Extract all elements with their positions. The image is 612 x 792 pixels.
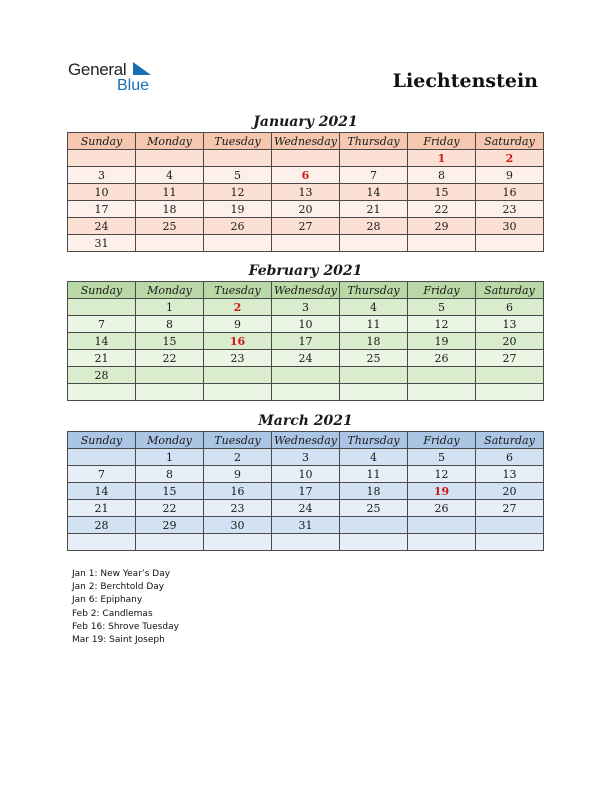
day-cell: 13: [272, 184, 340, 201]
day-cell: 10: [68, 184, 136, 201]
day-cell: [68, 299, 136, 316]
weekday-header: Monday: [136, 133, 204, 150]
week-row: [68, 534, 544, 551]
day-cell: 6: [272, 167, 340, 184]
week-row: [68, 500, 544, 517]
day-cell: [272, 384, 340, 401]
week-row: [68, 235, 544, 252]
day-cell: 17: [272, 483, 340, 500]
day-cell: 23: [204, 350, 272, 367]
day-cell: 22: [136, 500, 204, 517]
day-cell: [68, 150, 136, 167]
month-title: March 2021: [258, 413, 353, 429]
day-cell: 21: [340, 201, 408, 218]
weekday-header: Sunday: [68, 282, 136, 299]
day-cell: [476, 384, 544, 401]
month-february: [67, 261, 544, 401]
calendar-grid: [67, 431, 544, 551]
day-cell: [340, 534, 408, 551]
day-cell: 14: [68, 333, 136, 350]
week-row: [68, 184, 544, 201]
day-cell: 20: [272, 201, 340, 218]
day-cell: 10: [272, 466, 340, 483]
day-cell: [136, 367, 204, 384]
day-cell: 19: [408, 333, 476, 350]
logo: [68, 60, 168, 96]
weekday-header: Tuesday: [204, 133, 272, 150]
day-cell: 8: [408, 167, 476, 184]
day-cell: 15: [136, 483, 204, 500]
weekday-header: Sunday: [68, 133, 136, 150]
day-cell: 26: [408, 350, 476, 367]
day-cell: [204, 384, 272, 401]
day-cell: 8: [136, 316, 204, 333]
day-cell: 22: [136, 350, 204, 367]
weekday-header: Wednesday: [272, 282, 340, 299]
day-cell: [340, 384, 408, 401]
day-cell: 7: [68, 316, 136, 333]
week-row: [68, 449, 544, 466]
day-cell: [204, 367, 272, 384]
day-cell: 1: [136, 449, 204, 466]
day-cell: 13: [476, 466, 544, 483]
day-cell: 21: [68, 500, 136, 517]
holiday-item: Jan 2: Berchtold Day: [72, 582, 165, 593]
day-cell: 27: [476, 350, 544, 367]
week-row: [68, 201, 544, 218]
day-cell: 30: [476, 218, 544, 235]
day-cell: 21: [68, 350, 136, 367]
day-cell: 25: [136, 218, 204, 235]
day-cell: 11: [136, 184, 204, 201]
holiday-item: Feb 2: Candlemas: [72, 608, 153, 619]
weekday-header: Saturday: [476, 282, 544, 299]
day-cell: 26: [204, 218, 272, 235]
day-cell: 28: [340, 218, 408, 235]
day-cell: [136, 384, 204, 401]
day-cell: [68, 449, 136, 466]
weekday-header: Monday: [136, 432, 204, 449]
day-cell: 18: [136, 201, 204, 218]
day-cell: 22: [408, 201, 476, 218]
day-cell: [68, 384, 136, 401]
week-row: [68, 367, 544, 384]
day-cell: [408, 235, 476, 252]
day-cell: 12: [204, 184, 272, 201]
day-cell: 17: [68, 201, 136, 218]
day-cell: [408, 517, 476, 534]
weekday-header-row: [68, 133, 544, 150]
day-cell: 28: [68, 517, 136, 534]
month-title: February 2021: [248, 263, 363, 279]
month-january: [67, 112, 544, 252]
day-cell: 16: [204, 483, 272, 500]
day-cell: 25: [340, 350, 408, 367]
weekday-header: Saturday: [476, 133, 544, 150]
month-march: [67, 411, 544, 551]
month-title: January 2021: [253, 114, 358, 130]
day-cell: 4: [136, 167, 204, 184]
day-cell: [340, 367, 408, 384]
day-cell: 13: [476, 316, 544, 333]
week-row: [68, 150, 544, 167]
weekday-header: Friday: [408, 432, 476, 449]
day-cell: 27: [476, 500, 544, 517]
day-cell: 1: [136, 299, 204, 316]
holiday-item: Jan 1: New Year’s Day: [72, 569, 171, 579]
country-title: Liechtenstein: [392, 70, 538, 92]
day-cell: [476, 235, 544, 252]
day-cell: 26: [408, 500, 476, 517]
day-cell: [136, 150, 204, 167]
day-cell: 27: [272, 218, 340, 235]
day-cell: 29: [408, 218, 476, 235]
day-cell: [272, 150, 340, 167]
day-cell: 7: [68, 466, 136, 483]
day-cell: [204, 150, 272, 167]
weekday-header: Monday: [136, 282, 204, 299]
day-cell: 4: [340, 449, 408, 466]
day-cell: 6: [476, 299, 544, 316]
day-cell: [136, 534, 204, 551]
day-cell: 2: [204, 449, 272, 466]
day-cell: 16: [476, 184, 544, 201]
day-cell: 14: [68, 483, 136, 500]
weekday-header-row: [68, 282, 544, 299]
week-row: [68, 384, 544, 401]
logo-triangle-icon: [133, 62, 153, 76]
day-cell: 15: [408, 184, 476, 201]
day-cell: 14: [340, 184, 408, 201]
day-cell: [272, 367, 340, 384]
day-cell: 9: [476, 167, 544, 184]
holiday-list: [72, 568, 179, 647]
day-cell: [408, 534, 476, 551]
day-cell: 5: [408, 299, 476, 316]
week-row: [68, 167, 544, 184]
day-cell: 3: [272, 449, 340, 466]
holiday-item: Mar 19: Saint Joseph: [72, 635, 165, 646]
weekday-header-row: [68, 432, 544, 449]
day-cell: [476, 517, 544, 534]
weekday-header: Saturday: [476, 432, 544, 449]
day-cell: [272, 235, 340, 252]
weekday-header: Tuesday: [204, 282, 272, 299]
day-cell: [204, 534, 272, 551]
day-cell: 31: [68, 235, 136, 252]
day-cell: 29: [136, 517, 204, 534]
day-cell: 19: [408, 483, 476, 500]
day-cell: 23: [476, 201, 544, 218]
day-cell: [340, 517, 408, 534]
weekday-header: Sunday: [68, 432, 136, 449]
day-cell: [340, 235, 408, 252]
week-row: [68, 316, 544, 333]
day-cell: 3: [272, 299, 340, 316]
week-row: [68, 333, 544, 350]
weekday-header: Wednesday: [272, 133, 340, 150]
weekday-header: Tuesday: [204, 432, 272, 449]
holiday-item: Feb 16: Shrove Tuesday: [72, 621, 179, 632]
day-cell: [204, 235, 272, 252]
day-cell: 24: [272, 500, 340, 517]
day-cell: [476, 534, 544, 551]
day-cell: 12: [408, 316, 476, 333]
day-cell: 20: [476, 333, 544, 350]
day-cell: 3: [68, 167, 136, 184]
day-cell: [408, 384, 476, 401]
day-cell: [136, 235, 204, 252]
day-cell: 1: [408, 150, 476, 167]
day-cell: 18: [340, 483, 408, 500]
day-cell: 5: [408, 449, 476, 466]
day-cell: 9: [204, 316, 272, 333]
day-cell: 15: [136, 333, 204, 350]
day-cell: 12: [408, 466, 476, 483]
week-row: [68, 350, 544, 367]
day-cell: 16: [204, 333, 272, 350]
week-row: [68, 218, 544, 235]
day-cell: 8: [136, 466, 204, 483]
day-cell: 19: [204, 201, 272, 218]
weekday-header: Thursday: [340, 133, 408, 150]
day-cell: 30: [204, 517, 272, 534]
week-row: [68, 483, 544, 500]
day-cell: [68, 534, 136, 551]
holiday-item: Jan 6: Epiphany: [72, 595, 143, 606]
day-cell: 11: [340, 466, 408, 483]
day-cell: 11: [340, 316, 408, 333]
day-cell: 23: [204, 500, 272, 517]
day-cell: 2: [476, 150, 544, 167]
day-cell: 28: [68, 367, 136, 384]
weekday-header: Friday: [408, 133, 476, 150]
weekday-header: Wednesday: [272, 432, 340, 449]
week-row: [68, 466, 544, 483]
day-cell: 10: [272, 316, 340, 333]
day-cell: 25: [340, 500, 408, 517]
calendar-grid: [67, 132, 544, 252]
day-cell: 31: [272, 517, 340, 534]
weekday-header: Thursday: [340, 432, 408, 449]
day-cell: 5: [204, 167, 272, 184]
day-cell: 2: [204, 299, 272, 316]
day-cell: 18: [340, 333, 408, 350]
day-cell: [408, 367, 476, 384]
day-cell: 20: [476, 483, 544, 500]
day-cell: 17: [272, 333, 340, 350]
weekday-header: Thursday: [340, 282, 408, 299]
day-cell: 24: [68, 218, 136, 235]
day-cell: 6: [476, 449, 544, 466]
logo-text-blue: Blue: [117, 77, 150, 94]
day-cell: 9: [204, 466, 272, 483]
week-row: [68, 517, 544, 534]
day-cell: [340, 150, 408, 167]
logo-text-general: General: [68, 60, 127, 79]
weekday-header: Friday: [408, 282, 476, 299]
calendar-grid: [67, 281, 544, 401]
day-cell: 7: [340, 167, 408, 184]
day-cell: 24: [272, 350, 340, 367]
day-cell: 4: [340, 299, 408, 316]
day-cell: [476, 367, 544, 384]
day-cell: [272, 534, 340, 551]
week-row: [68, 299, 544, 316]
